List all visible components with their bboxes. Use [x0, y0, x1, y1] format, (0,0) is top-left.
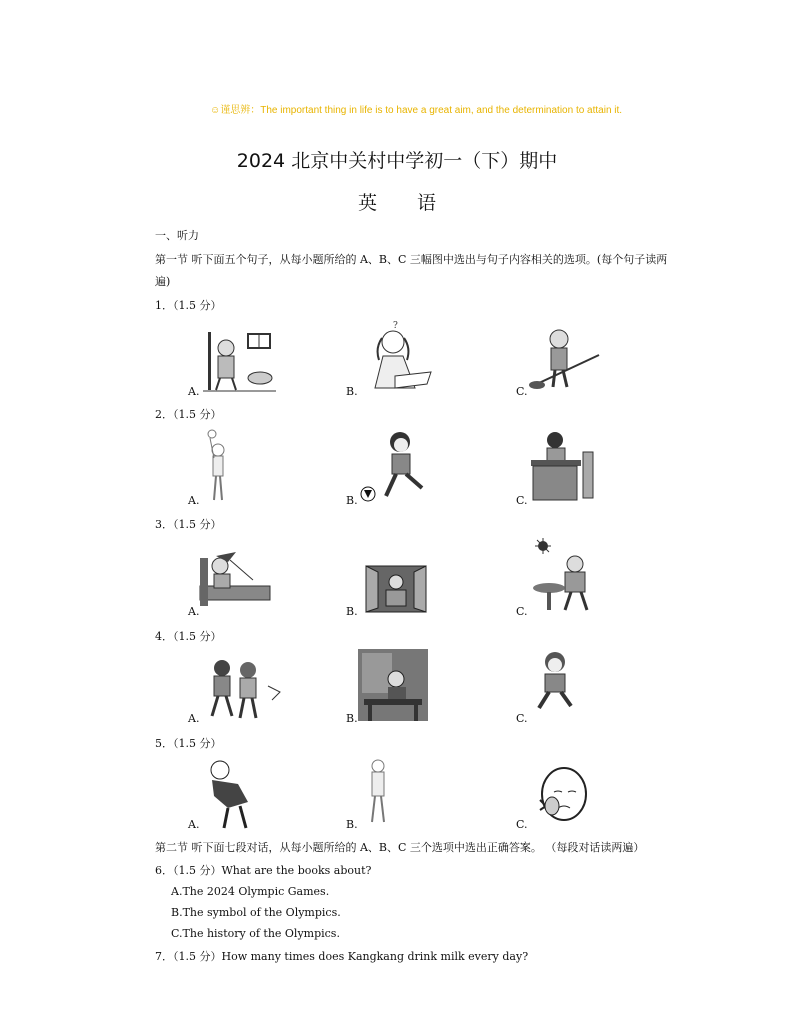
q4-option-b-label: B. [346, 712, 358, 725]
q1-option-c-image [525, 325, 605, 395]
q3-option-a-image [198, 548, 273, 610]
q1-option-a-label: A. [188, 385, 200, 398]
part2-instruction: 第二节 听下面七段对话，从每小题所给的 A、B、C 三个选项中选出正确答案。 （每段对话读两遍） [155, 841, 645, 854]
q1-option-b-label: B. [346, 385, 358, 398]
q4-option-a-image [198, 656, 288, 722]
q3-option-a-label: A. [188, 605, 200, 618]
exam-title: 2024 北京中关村中学初一（下）期中 [236, 150, 558, 172]
q2-option-a-label: A. [188, 494, 200, 507]
q2-option-b-label: B. [346, 494, 358, 507]
q2-option-a-image [200, 428, 240, 504]
q5-option-b-image [360, 758, 400, 826]
q5-option-a-image [198, 758, 268, 830]
q4-option-c-image [527, 650, 587, 712]
q3-option-c-image [525, 538, 605, 614]
q2-option-b-image [358, 430, 438, 502]
q3-option-b-image [362, 562, 430, 616]
q5-option-b-label: B. [346, 818, 358, 831]
q6-option-b: B.The symbol of the Olympics. [171, 906, 341, 919]
q6-option-c: C.The history of the Olympics. [171, 927, 340, 940]
question-5-label: 5．（1.5 分） [155, 737, 222, 750]
part1-instruction: 第一节 听下面五个句子，从每小题所给的 A、B、C 三幅图中选出与句子内容相关的选项。(每个句子读两 [155, 253, 668, 266]
part1-instruction-cont: 遍) [155, 275, 171, 288]
q2-option-c-image [527, 430, 597, 502]
question-1-label: 1．（1.5 分） [155, 299, 222, 312]
question-2-label: 2．（1.5 分） [155, 408, 222, 421]
q5-option-a-label: A. [188, 818, 200, 831]
subject-title: 英语 [357, 192, 476, 214]
q4-option-a-label: A. [188, 712, 200, 725]
motto-banner: ☺谨思辨：The important thing in life is to have a great aim, and the determination to attain it. [210, 105, 623, 116]
section-heading: 一、听力 [155, 229, 199, 242]
q1-option-a-image [198, 330, 278, 395]
q2-option-c-label: C. [516, 494, 528, 507]
q4-option-c-label: C. [516, 712, 528, 725]
q4-option-b-image [358, 649, 428, 721]
q3-option-c-label: C. [516, 605, 528, 618]
q6-option-a: A.The 2024 Olympic Games. [171, 885, 330, 898]
q1-option-b-image [355, 318, 435, 393]
q3-option-b-label: B. [346, 605, 358, 618]
q1-option-c-label: C. [516, 385, 528, 398]
question-7-label: 7．（1.5 分）How many times does Kangkang drink milk every day? [155, 950, 529, 963]
q5-option-c-label: C. [516, 818, 528, 831]
question-3-label: 3．（1.5 分） [155, 518, 222, 531]
question-4-label: 4．（1.5 分） [155, 630, 222, 643]
svg-text:?: ? [393, 321, 398, 331]
q5-option-c-image [530, 762, 592, 824]
question-6-label: 6．（1.5 分）What are the books about? [155, 864, 372, 877]
